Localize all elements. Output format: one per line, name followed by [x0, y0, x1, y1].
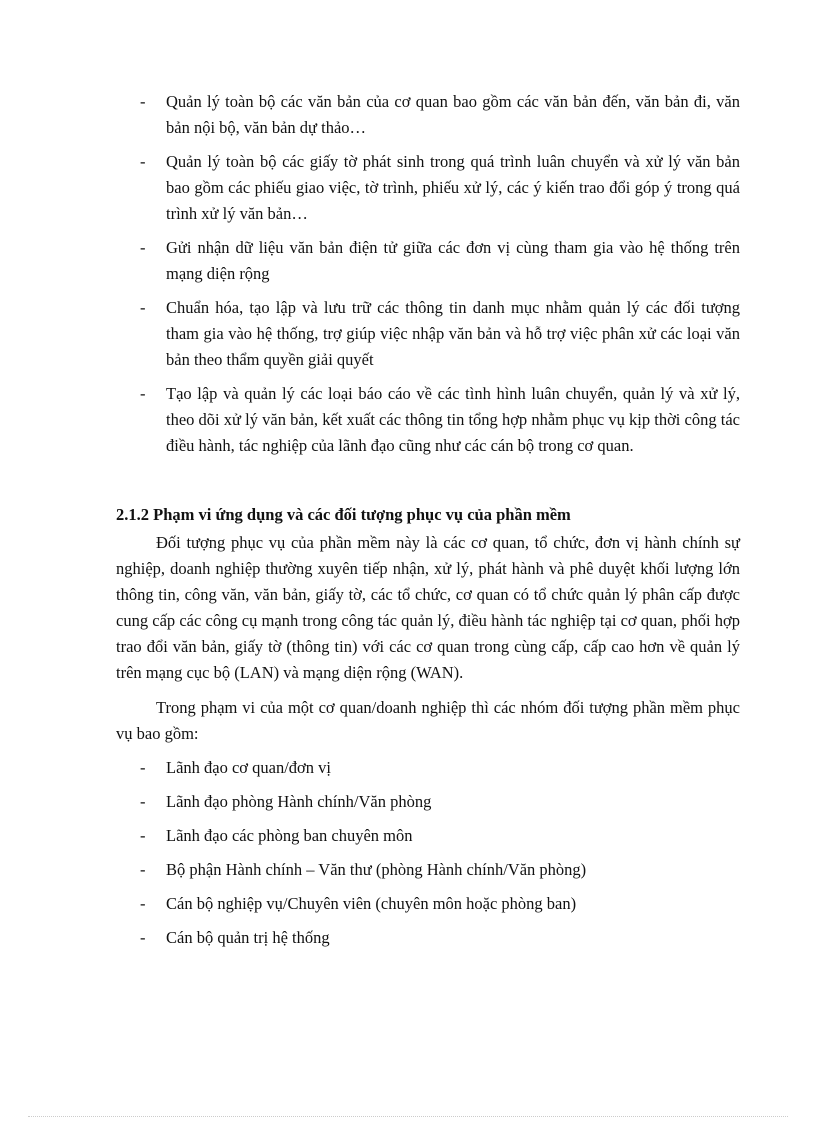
- bullet-dash: -: [140, 792, 146, 811]
- list-item: [140, 149, 740, 227]
- paragraph-scope: Đối tượng phục vụ của phần mềm này là các cơ quan, tổ chức, đơn vị hành chính sự nghiệp, doanh nghiệp thường xuyên tiếp nhận, xử lý, phát hành và phê duyệt khối lượng lớn thông tin, công văn, văn bản, giấy tờ, các tổ chức, cơ quan có tổ chức quản lý phân cấp được cung cấp các công cụ mạnh trong công tác quản lý, điều hành tác nghiệp tại cơ quan, phối hợp trao đổi văn bản, giấy tờ (thông tin) với các cơ quan trong cùng cấp, cấp cao hơn về quản lý trên mạng cục bộ (LAN) và mạng diện rộng (WAN).: [116, 533, 740, 682]
- bullet-dash: -: [140, 826, 146, 845]
- list-item-text: Quản lý toàn bộ các giấy tờ phát sinh trong quá trình luân chuyển và xử lý văn bản bao gồm các phiếu giao việc, tờ trình, phiếu xử lý, các ý kiến trao đổi góp ý trong quá trình xử lý văn bản…: [166, 152, 740, 223]
- list-item: [140, 295, 740, 373]
- list-item-text: Lãnh đạo phòng Hành chính/Văn phòng: [166, 792, 432, 811]
- list-item: [140, 89, 740, 141]
- bullet-dash: -: [140, 758, 146, 777]
- list-item: [140, 789, 740, 815]
- list-item-text: Cán bộ quản trị hệ thống: [166, 928, 330, 947]
- bullet-dash: -: [140, 238, 146, 257]
- bullet-dash: -: [140, 92, 146, 111]
- bullet-dash: -: [140, 894, 146, 913]
- list-item-text: Lãnh đạo cơ quan/đơn vị: [166, 758, 331, 777]
- list-item: [140, 381, 740, 459]
- bullet-dash: -: [140, 928, 146, 947]
- list-item: [140, 925, 740, 951]
- list-item-text: Chuẩn hóa, tạo lập và lưu trữ các thông tin danh mục nhằm quản lý các đối tượng tham gia vào hệ thống, trợ giúp việc nhập văn bản và hỗ trợ việc phân xử các loại văn bản theo thẩm quyền giải quyết: [166, 298, 740, 369]
- list-item-text: Quản lý toàn bộ các văn bản của cơ quan bao gồm các văn bản đến, văn bản đi, văn bản nội bộ, văn bản dự thảo…: [166, 92, 740, 137]
- user-group-list: [140, 755, 740, 959]
- bullet-dash: -: [140, 298, 146, 317]
- list-item: [140, 823, 740, 849]
- list-item-text: Cán bộ nghiệp vụ/Chuyên viên (chuyên môn hoặc phòng ban): [166, 894, 577, 913]
- section-heading: 2.1.2 Phạm vi ứng dụng và các đối tượng phục vụ của phần mềm: [116, 505, 571, 524]
- list-item: [140, 235, 740, 287]
- list-item: [140, 891, 740, 917]
- bullet-dash: -: [140, 152, 146, 171]
- list-item-text: Gửi nhận dữ liệu văn bản điện tử giữa các đơn vị cùng tham gia vào hệ thống trên mạng diện rộng: [166, 238, 740, 283]
- paragraph-user-groups: Trong phạm vi của một cơ quan/doanh nghiệp thì các nhóm đối tượng phần mềm phục vụ bao gồm:: [116, 698, 740, 743]
- list-item-text: Lãnh đạo các phòng ban chuyên môn: [166, 826, 413, 845]
- list-item-text: Tạo lập và quản lý các loại báo cáo về các tình hình luân chuyển, quản lý và xử lý, theo dõi xử lý văn bản, kết xuất các thông tin tổng hợp nhằm phục vụ kịp thời công tác điều hành, tác nghiệp của lãnh đạo cũng như các cán bộ trong cơ quan.: [166, 384, 740, 455]
- list-item: [140, 857, 740, 883]
- bullet-dash: -: [140, 384, 146, 403]
- list-item-text: Bộ phận Hành chính – Văn thư (phòng Hành chính/Văn phòng): [166, 860, 587, 879]
- bullet-dash: -: [140, 860, 146, 879]
- page-bottom-divider: [28, 1116, 788, 1117]
- feature-list: [140, 89, 740, 467]
- list-item: [140, 755, 740, 781]
